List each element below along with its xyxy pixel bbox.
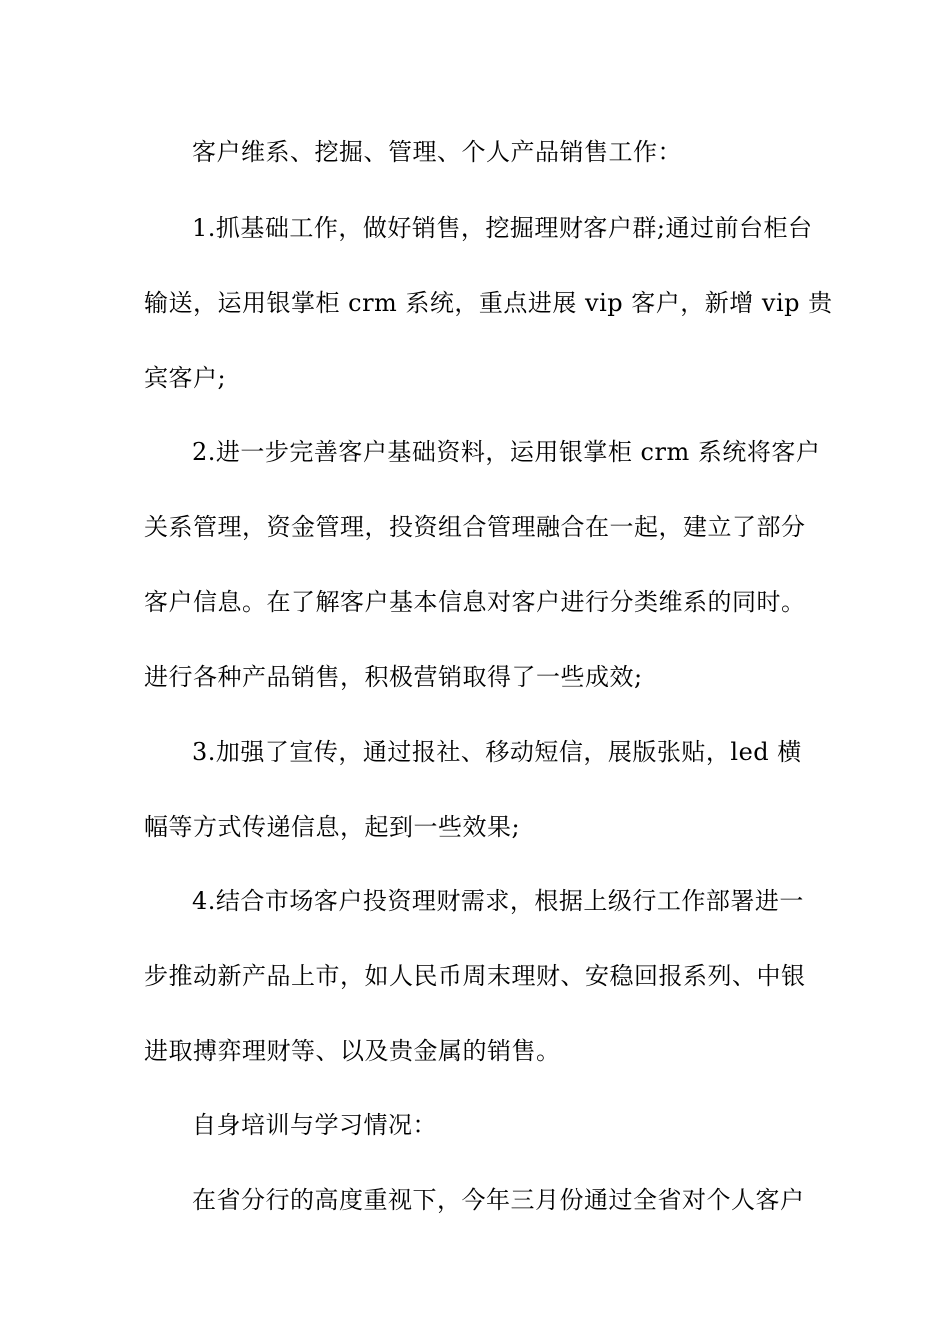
paragraph-line: 在省分行的高度重视下，今年三月份通过全省对个人客户 [192, 1186, 805, 1214]
paragraph-line: 1.抓基础工作，做好销售，挖掘理财客户群;通过前台柜台 [192, 214, 813, 242]
paragraph-line: 进行各种产品销售，积极营销取得了一些成效; [144, 663, 643, 691]
paragraph-line: 客户信息。在了解客户基本信息对客户进行分类维系的同时。 [144, 588, 806, 616]
paragraph-line: 关系管理，资金管理，投资组合管理融合在一起，建立了部分 [144, 513, 806, 541]
section-heading-customer-maintenance: 客户维系、挖掘、管理、个人产品销售工作： [192, 138, 682, 166]
paragraph-line: 宾客户; [144, 364, 227, 392]
paragraph-line: 4.结合市场客户投资理财需求，根据上级行工作部署进一 [192, 887, 804, 915]
paragraph-line: 3.加强了宣传，通过报社、移动短信，展版张贴，led 横 [192, 738, 802, 766]
section-heading-self-training: 自身培训与学习情况： [192, 1111, 437, 1139]
paragraph-line: 进取搏弈理财等、以及贵金属的销售。 [144, 1037, 561, 1065]
paragraph-line: 幅等方式传递信息，起到一些效果; [144, 813, 521, 841]
paragraph-line: 步推动新产品上市，如人民币周末理财、安稳回报系列、中银 [144, 962, 806, 990]
paragraph-line: 输送，运用银掌柜 crm 系统，重点进展 vip 客户，新增 vip 贵 [144, 289, 833, 317]
paragraph-line: 2.进一步完善客户基础资料，运用银掌柜 crm 系统将客户 [192, 438, 821, 466]
